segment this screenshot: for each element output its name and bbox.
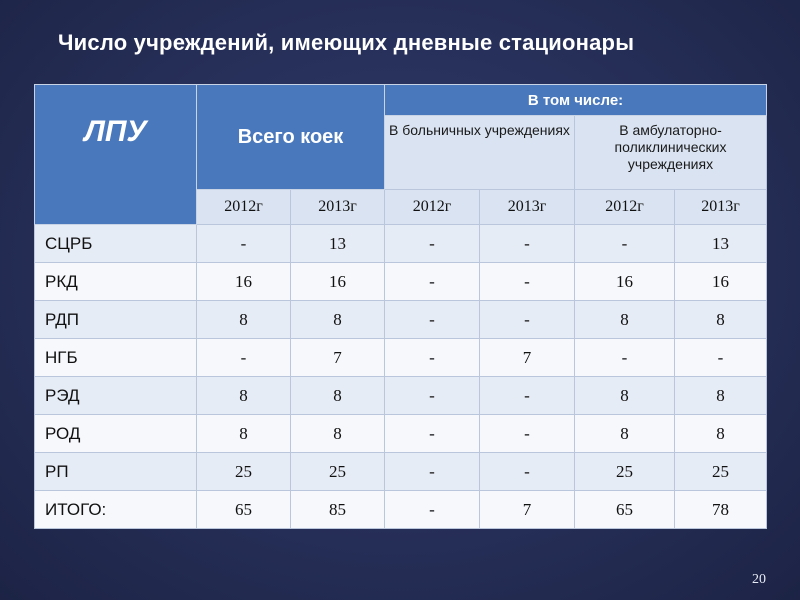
row-label: РП bbox=[35, 453, 197, 491]
header-including: В том числе: bbox=[385, 85, 767, 116]
table-cell: 13 bbox=[675, 225, 767, 263]
table-cell: - bbox=[385, 339, 480, 377]
row-label: РДП bbox=[35, 301, 197, 339]
table-cell: 25 bbox=[575, 453, 675, 491]
table-cell: 8 bbox=[197, 415, 291, 453]
year-header: 2012г bbox=[197, 190, 291, 225]
table-cell: - bbox=[385, 301, 480, 339]
table-row bbox=[35, 301, 767, 339]
table-cell: - bbox=[575, 339, 675, 377]
table-cell: 8 bbox=[575, 301, 675, 339]
year-header: 2012г bbox=[385, 190, 480, 225]
table-row bbox=[35, 339, 767, 377]
table-cell: 85 bbox=[291, 491, 385, 529]
table-cell: 8 bbox=[675, 301, 767, 339]
header-hospital: В больничных учреждениях bbox=[385, 116, 575, 190]
year-header: 2013г bbox=[291, 190, 385, 225]
table-cell: - bbox=[575, 225, 675, 263]
year-header: 2012г bbox=[575, 190, 675, 225]
table-row bbox=[35, 415, 767, 453]
slide-title: Число учреждений, имеющих дневные стациoнары bbox=[58, 30, 635, 55]
table-cell: - bbox=[197, 225, 291, 263]
table-cell: - bbox=[480, 377, 575, 415]
table-row bbox=[35, 453, 767, 491]
table-cell: 8 bbox=[675, 415, 767, 453]
table-cell: 16 bbox=[575, 263, 675, 301]
table-cell: 7 bbox=[480, 491, 575, 529]
table-cell: 8 bbox=[291, 301, 385, 339]
table-cell: - bbox=[197, 339, 291, 377]
table-cell: - bbox=[480, 225, 575, 263]
table-row-total bbox=[35, 491, 767, 529]
table-cell: - bbox=[480, 453, 575, 491]
table-cell: 78 bbox=[675, 491, 767, 529]
header-outpatient: В амбулаторно-поликлинических учреждениях bbox=[575, 116, 767, 190]
table-cell: - bbox=[385, 453, 480, 491]
row-label: СЦРБ bbox=[35, 225, 197, 263]
table-row bbox=[35, 263, 767, 301]
table-cell: 7 bbox=[480, 339, 575, 377]
table-cell: 16 bbox=[291, 263, 385, 301]
row-label: РЭД bbox=[35, 377, 197, 415]
year-header: 2013г bbox=[480, 190, 575, 225]
table-cell: - bbox=[675, 339, 767, 377]
table-cell: 7 bbox=[291, 339, 385, 377]
table-cell: 65 bbox=[575, 491, 675, 529]
table-cell: 8 bbox=[675, 377, 767, 415]
table-cell: - bbox=[480, 415, 575, 453]
table-cell: 8 bbox=[291, 377, 385, 415]
table-cell: - bbox=[385, 377, 480, 415]
table-cell: - bbox=[385, 263, 480, 301]
row-label: ИТОГО: bbox=[35, 491, 197, 529]
table-cell: 8 bbox=[197, 377, 291, 415]
day-hospitals-table bbox=[34, 84, 767, 529]
table-cell: 16 bbox=[675, 263, 767, 301]
row-label: РКД bbox=[35, 263, 197, 301]
table-cell: 8 bbox=[575, 377, 675, 415]
row-label: РОД bbox=[35, 415, 197, 453]
table-cell: 25 bbox=[291, 453, 385, 491]
year-header: 2013г bbox=[675, 190, 767, 225]
table-cell: - bbox=[385, 491, 480, 529]
table-cell: - bbox=[480, 263, 575, 301]
table-cell: 8 bbox=[575, 415, 675, 453]
table-cell: 25 bbox=[675, 453, 767, 491]
table-cell: 8 bbox=[197, 301, 291, 339]
table-cell: 8 bbox=[291, 415, 385, 453]
table-cell: 25 bbox=[197, 453, 291, 491]
table-cell: - bbox=[385, 415, 480, 453]
table-cell: 65 bbox=[197, 491, 291, 529]
header-total-beds: Всего коек bbox=[197, 85, 385, 190]
table-row bbox=[35, 225, 767, 263]
table-cell: 13 bbox=[291, 225, 385, 263]
table-cell: 16 bbox=[197, 263, 291, 301]
table-row bbox=[35, 377, 767, 415]
row-label: НГБ bbox=[35, 339, 197, 377]
header-lpu: ЛПУ bbox=[35, 85, 197, 225]
table-cell: - bbox=[385, 225, 480, 263]
table-cell: - bbox=[480, 301, 575, 339]
page-number: 20 bbox=[752, 572, 766, 587]
